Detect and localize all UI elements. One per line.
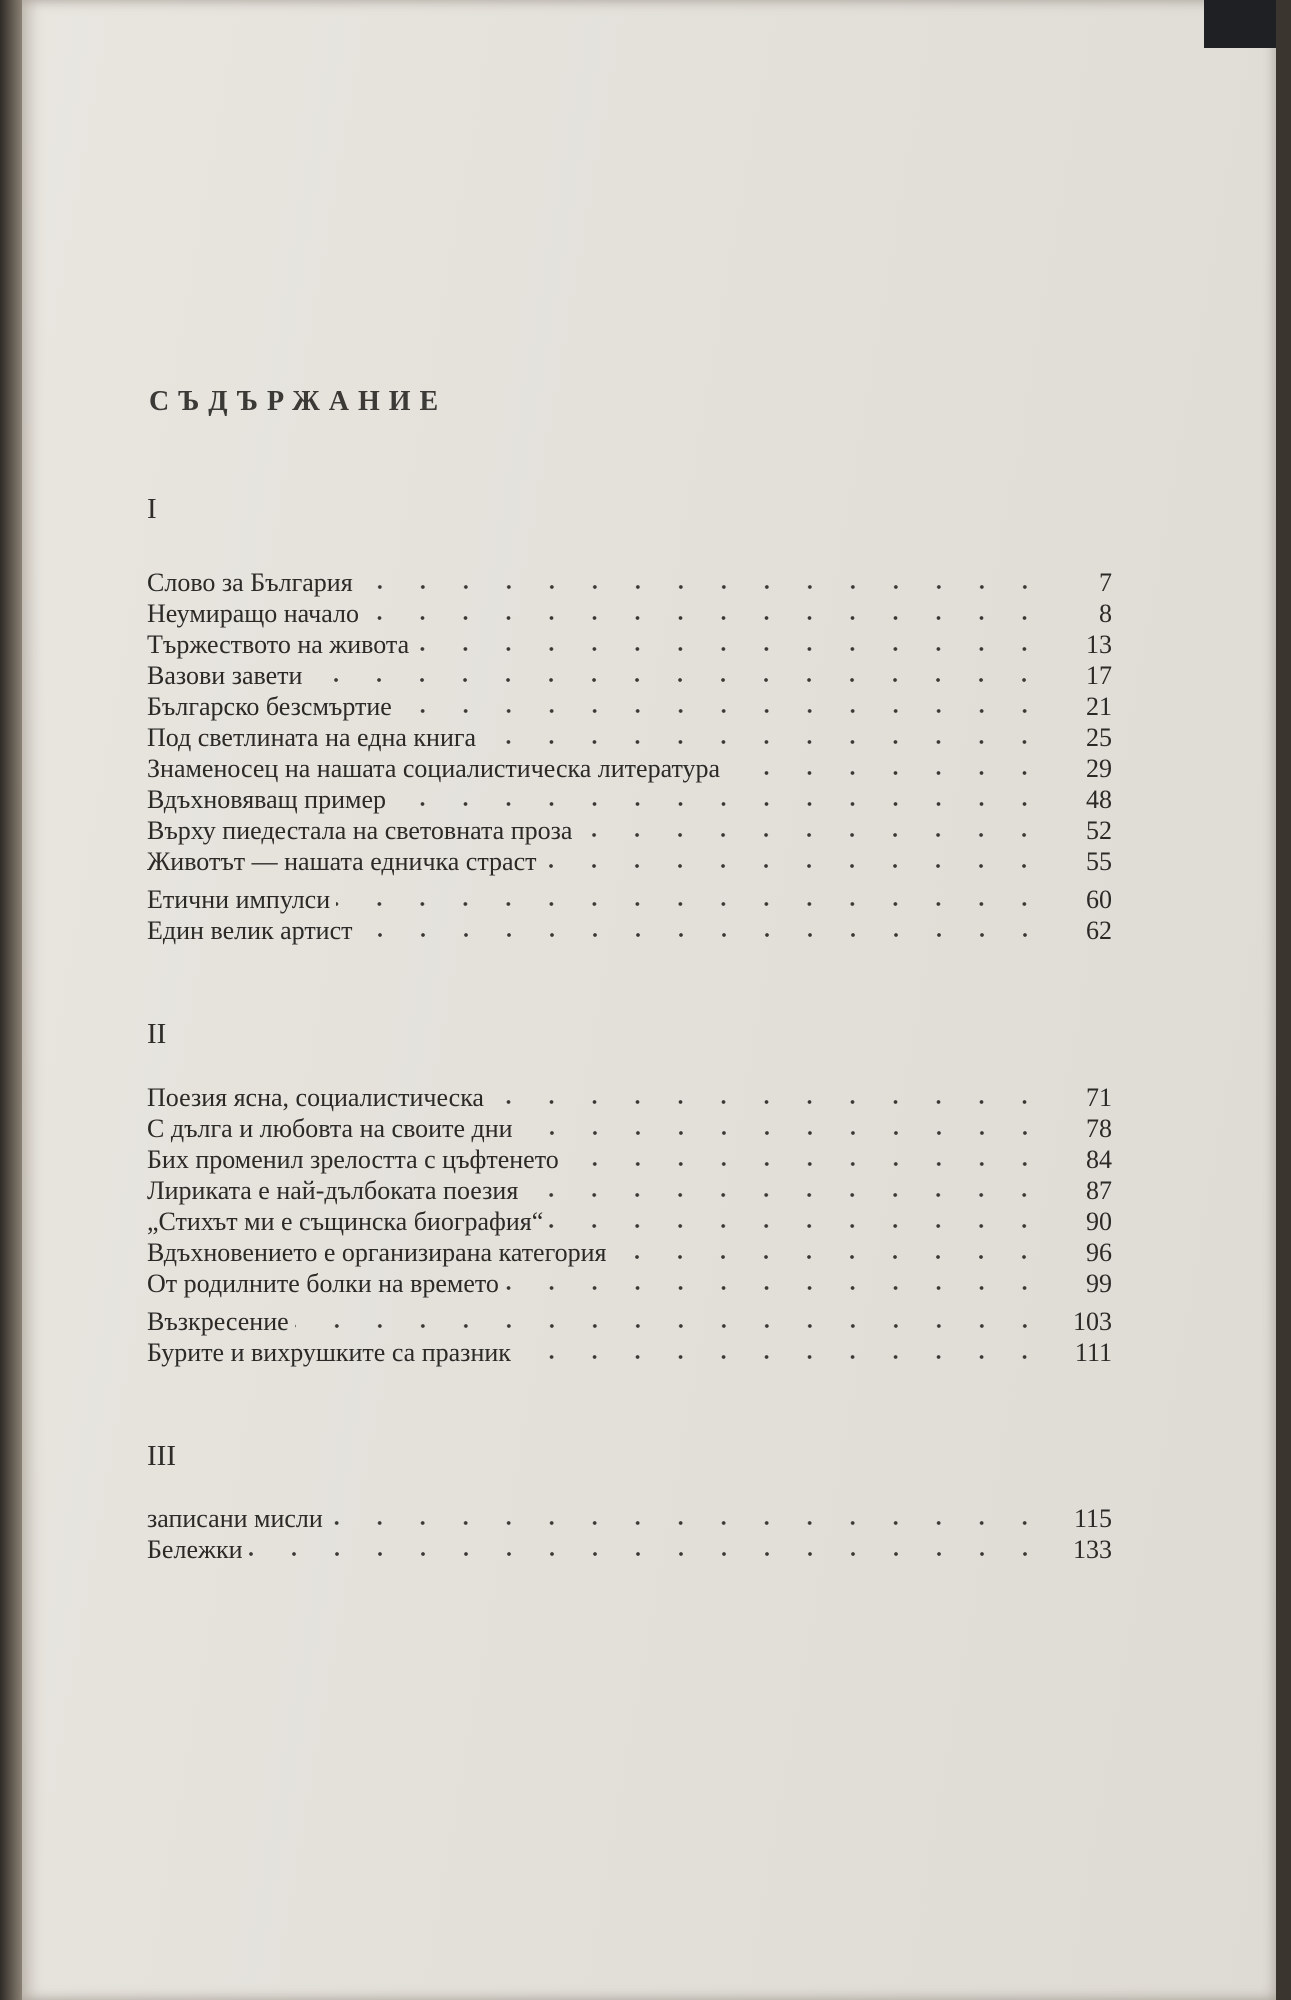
toc-entry: Знаменосец на нашата социалистическа литература 29 [147, 754, 1112, 783]
toc-entry: Животът — нашата едничка страст 55 [147, 847, 1112, 876]
toc-entry: Поезия ясна, социалистическа 71 [147, 1083, 1112, 1112]
toc-entry: Бурите и вихрушките са празник 111 [147, 1338, 1112, 1367]
toc-entry: Българско безсмъртие 21 [147, 692, 1112, 721]
toc-entry: Слово за България 7 [147, 568, 1112, 597]
book-spine-shadow [0, 0, 22, 2000]
section-label-ii: II [147, 1018, 167, 1050]
toc-entry: Върху пиедестала на световната проза 52 [147, 816, 1112, 845]
toc-entry: Вазови завети 17 [147, 661, 1112, 690]
toc-entry: От родилните болки на времето 99 [147, 1269, 1112, 1298]
toc-entry: „Стихът ми е същинска биография“ 90 [147, 1207, 1112, 1236]
toc-entry: Под светлината на една книга 25 [147, 723, 1112, 752]
toc-section-i [147, 567, 1112, 946]
toc-entry: Вдъхновението е организирана категория 96 [147, 1238, 1112, 1267]
section-label-i: I [147, 493, 157, 525]
toc-section-iii [147, 1503, 1112, 1565]
toc-entry: Един велик артист 62 [147, 916, 1112, 945]
toc-entry: Етични импулси 60 [147, 885, 1112, 914]
toc-entry: Неумиращо начало 8 [147, 599, 1112, 628]
toc-entry: Тържеството на живота 13 [147, 630, 1112, 659]
section-label-iii: III [147, 1440, 176, 1472]
toc-entry: Възкресение 103 [147, 1307, 1112, 1336]
book-page [22, 0, 1276, 2000]
toc-entry: С дълга и любовта на своите дни 78 [147, 1114, 1112, 1143]
toc-entry: записани мисли 115 [147, 1504, 1112, 1533]
toc-entry: Бих променил зрелостта с цъфтенето 84 [147, 1145, 1112, 1174]
page-title: СЪДЪРЖАНИЕ [149, 386, 448, 417]
toc-entry: Бележки 133 [147, 1535, 1112, 1564]
toc-entry: Лириката е най-дълбоката поезия 87 [147, 1176, 1112, 1205]
toc-section-ii [147, 1082, 1112, 1368]
toc-entry: Вдъхновяващ пример 48 [147, 785, 1112, 814]
book-cover-corner [1204, 0, 1276, 48]
